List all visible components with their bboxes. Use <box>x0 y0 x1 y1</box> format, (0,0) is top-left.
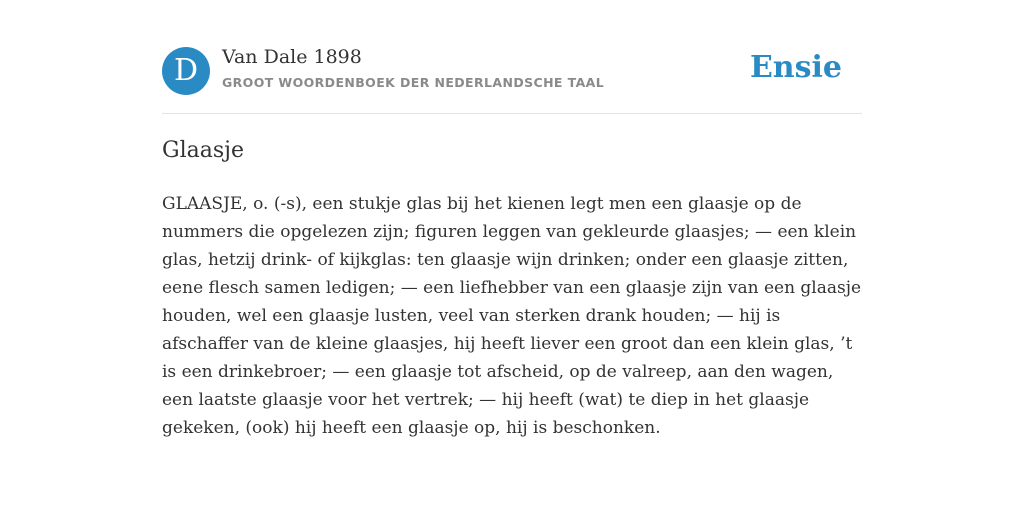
entry-definition: GLAASJE, o. (-s), een stukje glas bij het kienen legt men een glaasje op de nummers die opgelezen zijn; figuren leggen van gekleurde glaasjes; — een klein glas, hetzij drink- of kijkglas: ten glaasje wijn drinken; onder een glaasje zitten, eene flesch samen ledigen; — een liefhebber van een glaasje zijn van een glaasje houden, wel een glaasje lusten, veel van sterken drank houden; — hij is afschaffer van de kleine glaasjes, hij heeft liever een groot dan een klein glas, ’t is een drinkebroer; — een glaasje tot afscheid, op de valreep, aan den wagen, een laatste glaasje voor het vertrek; — hij heeft (wat) te diep in het glaasje gekeken, (ook) hij heeft een glaasje op, hij is beschonken. <box>162 194 862 438</box>
dictionary-logo[interactable]: D <box>162 47 210 95</box>
brand-logo[interactable]: Ensie <box>749 50 842 85</box>
source-header <box>162 44 862 100</box>
entry-headword: Glaasje <box>162 138 244 163</box>
source-subtitle: GROOT WOORDENBOEK DER NEDERLANDSCHE TAAL <box>222 75 605 90</box>
dictionary-card <box>162 0 862 512</box>
header-divider <box>162 113 862 114</box>
source-title[interactable]: Van Dale 1898 <box>222 46 362 68</box>
